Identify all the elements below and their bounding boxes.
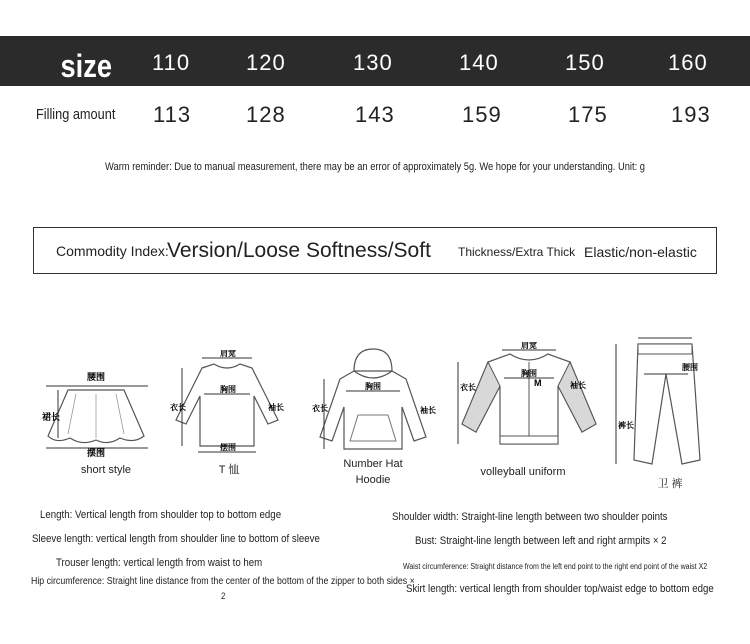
jacket-rib-hem (500, 436, 558, 444)
jacket-tag-length: 衣长 (460, 383, 476, 392)
size-140: 140 (459, 50, 499, 75)
tshirt-tag-bust: 胸围 (220, 385, 236, 394)
hoodie-tag-length: 衣长 (312, 404, 328, 413)
elasticity-value: Elastic/non-elastic (584, 244, 697, 260)
jacket-diagram (452, 342, 604, 454)
size-header-row (0, 36, 750, 86)
def-hip: Hip circumference: Straight line distance from the center of the bottom of the zipper to both sides × (31, 576, 415, 587)
size-130: 130 (353, 50, 393, 75)
commodity-index-label: Commodity Index: (56, 243, 169, 259)
hoodie-tag-bust: 胸围 (365, 382, 381, 391)
jacket-tag-shoulder: 肩宽 (521, 342, 537, 350)
filling-120: 128 (246, 102, 286, 127)
hoodie-pocket (350, 415, 396, 441)
filling-amount-row (0, 96, 750, 136)
caption-hoodie: Number Hat Hoodie (343, 458, 403, 486)
skirt-tag-length: 裙长 (42, 412, 61, 422)
size-120: 120 (246, 50, 286, 75)
softness-value: Softness/Soft (306, 239, 431, 262)
thickness-value: Thickness/Extra Thick (458, 245, 576, 259)
size-150: 150 (565, 50, 605, 75)
caption-tshirt: T 恤 (218, 464, 240, 476)
version-value: Version/Loose (167, 239, 301, 262)
tshirt-tag-hem: 摆围 (220, 443, 236, 452)
filling-150: 175 (568, 102, 608, 127)
warm-reminder: Warm reminder: Due to manual measurement, there may be an error of approximately 5g. We hope for your understanding. Unit: g (105, 161, 645, 173)
tshirt-tag-shoulder: 肩宽 (220, 350, 236, 358)
pants-shape (634, 344, 700, 464)
tshirt-shape (176, 364, 278, 446)
pants-tag-waist: 腰围 (682, 363, 698, 372)
hoodie-hood (354, 349, 392, 371)
filling-130: 143 (355, 102, 395, 127)
commodity-index-box (33, 227, 717, 274)
tshirt-tag-length: 衣长 (170, 403, 186, 412)
tshirt-diagram (168, 350, 286, 460)
def-hip-tail: 2 (221, 591, 226, 601)
def-shoulder: Shoulder width: Straight-line length between two shoulder points (392, 511, 668, 523)
filling-160: 193 (671, 102, 711, 127)
skirt-tag-waist: 腰围 (86, 372, 106, 382)
pants-tag-length: 裤长 (618, 421, 634, 430)
def-skirt: Skirt length: vertical length from shoulder top/waist edge to bottom edge (406, 583, 714, 595)
def-trouser: Trouser length: vertical length from waist to hem (56, 557, 263, 569)
filling-140: 159 (462, 102, 502, 127)
sweatpants-diagram (608, 334, 718, 474)
skirt-diagram (38, 368, 156, 458)
hoodie-tag-sleeve: 袖长 (420, 406, 436, 415)
jacket-tag-bust: 胸围 (521, 369, 537, 378)
pants-waistband (638, 344, 692, 354)
caption-sweatpants: 卫 裤 (657, 478, 683, 490)
size-110: 110 (152, 50, 191, 75)
caption-volleyball-uniform: volleyball uniform (480, 466, 566, 478)
filling-label: Filling amount (36, 106, 116, 123)
def-bust: Bust: Straight-line length between left and right armpits × 2 (415, 535, 667, 547)
tshirt-tag-sleeve: 袖长 (268, 403, 284, 412)
size-160: 160 (668, 50, 708, 75)
jacket-letter-icon: M (534, 378, 542, 388)
filling-110: 113 (153, 102, 192, 127)
def-sleeve: Sleeve length: vertical length from shoulder line to bottom of sleeve (32, 533, 320, 545)
size-label: size (60, 48, 112, 84)
caption-short-style: short style (80, 464, 132, 476)
hoodie-diagram (310, 345, 436, 457)
jacket-tag-sleeve: 袖长 (570, 381, 586, 390)
skirt-tag-hem: 摆围 (86, 448, 106, 458)
def-length: Length: Vertical length from shoulder top to bottom edge (40, 509, 282, 521)
def-waist: Waist circumference: Straight distance from the left end point to the right end point of the waist X2 (403, 562, 708, 571)
